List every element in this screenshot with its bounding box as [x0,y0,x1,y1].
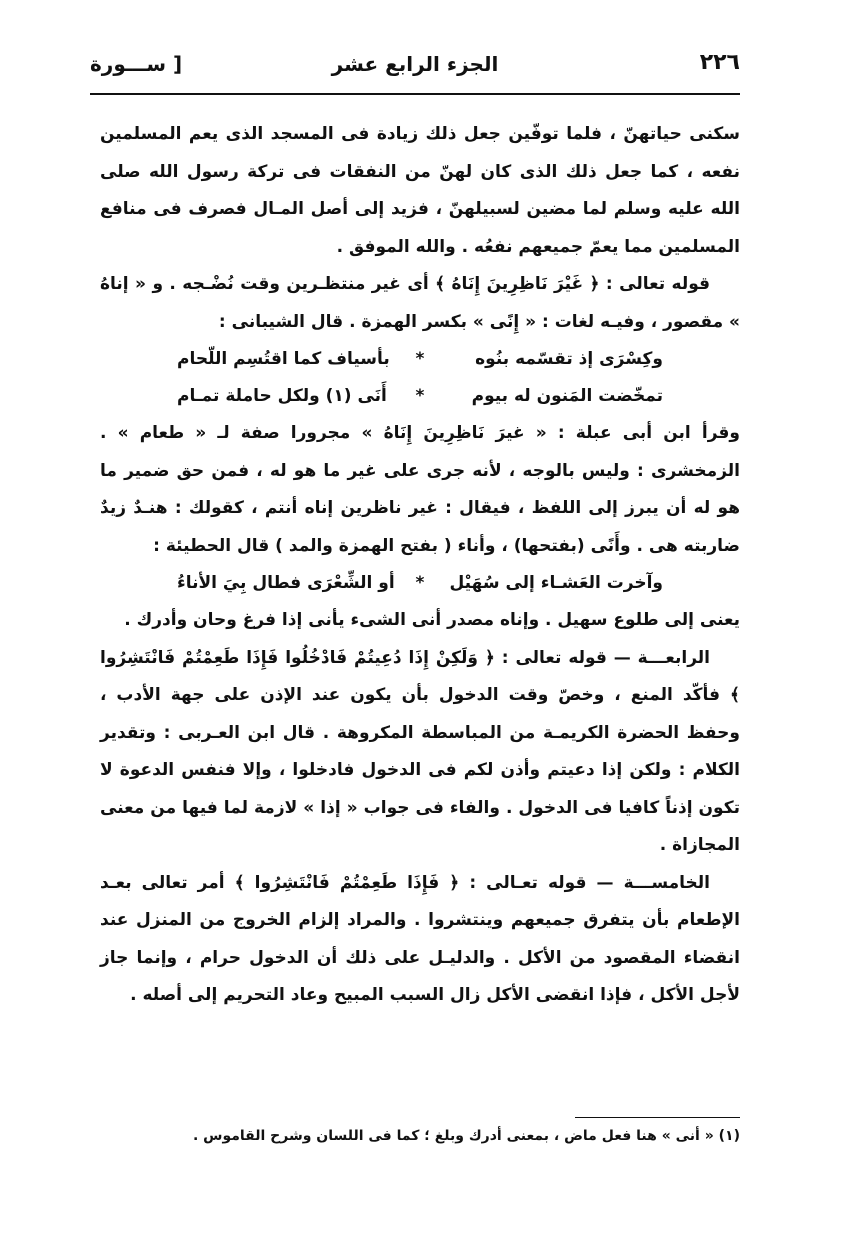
footnote-rule [575,1117,740,1118]
hemistich: وكِسْرَى إذ تقسّمه بنُوه [475,349,663,369]
hemistich: أو الشِّعْرَى فطال بِيَ الأناءُ [177,573,395,593]
hemistich: وآخرت العَشـاء إلى سُهَيْل [449,573,663,593]
paragraph: الخامســـة — قوله تعـالى : ﴿ فَإِذَا طَعِمْتُمْ فَانْتَشِرُوا ﴾ أمر تعالى بعـد الإطعام بأن يتفرق جميعهم وينتشروا . والمراد إلزام الخروج من المنزل عند انقضاء المقصود من الأكل . والدليـل على ذلك أن الدخول حرام ، وإنما جاز لأجل الأكل ، فإذا انقضى الأكل زال السبب المبيح وعاد التحريم إلى أصله . [100,872,740,1005]
hemistich: تمخّضت المَنون له بيوم [471,386,663,406]
poem-line [100,341,740,378]
surah-label: [ ســـورة [90,52,183,76]
page-header [90,50,740,88]
verse-separator: * [415,573,425,593]
hemistich: أَنَى (١) ولكل حاملة تمـام [177,386,387,406]
verse-separator: * [415,386,425,406]
paragraph: وقرأ ابن أبى عبلة : « غيرَ نَاظِرِينَ إِنَاهُ » مجرورا صفة لـ « طعام » . الزمخشرى : وليس بالوجه ، لأنه جرى على غير ما هو له ، فمن حق ضمير ما هو له أن يبرز إلى اللفظ ، فيقال : غير ناظرين إناه أنتم ، كقولك : هنـدٌ زيدٌ ضاربته هى . وأَنًى (بفتحها) ، وأناء ( بفتح الهمزة والمد ) قال الحطيئة : [100,423,740,556]
verse-separator: * [415,349,425,369]
poem-line [100,378,740,415]
running-title: الجزء الرابع عشر [331,52,499,76]
page-number: ٢٢٦ [699,50,740,75]
paragraph: يعنى إلى طلوع سهيل . وإناه مصدر أنى الشىء يأنى إذا فرغ وحان وأدرك . [124,610,740,630]
poem-line [100,565,740,602]
paragraph: الرابعـــة — قوله تعالى : ﴿ وَلَكِنْ إِذَا دُعِيتُمْ فَادْخُلُوا فَإِذَا طَعِمْتُمْ فَانْتَشِرُوا ﴾ فأكّد المنع ، وخصّ وقت الدخول بأن يكون عند الإذن على جهة الأدب ، وحفظ الحضرة الكريمـة من المباسطة المكروهة . قال ابن العـربى : وتقدير الكلام : ولكن إذا دعيتم وأذن لكم فى الدخول فادخلوا ، وإلا فنفس الدعوة لا تكون إذناً كافيا فى الدخول . والفاء فى جواب « إذا » لازمة لما فيها من معنى المجازاة . [100,647,740,855]
footnote: (١) « أنى » هنا فعل ماض ، بمعنى أدرك وبلغ ؛ كما فى اللسان وشرح القاموس . [192,1128,740,1144]
hemistich: بأسياف كما اقتُسِم اللّحام [177,349,390,369]
paragraph: سكنى حياتهنّ ، فلما توفّين جعل ذلك زيادة فى المسجد الذى يعم المسلمين نفعه ، كما جعل ذلك الذى كان لهنّ من النفقات فى تركة رسول الله صلى الله عليه وسلم لما مضين لسبيلهنّ ، فزيد إلى أصل المـال فصرف فى منافع المسلمين مما يعمّ جميعهم نفعُه . والله الموفق . [100,124,740,257]
header-rule [90,93,740,95]
page-body [100,116,740,1015]
paragraph: قوله تعالى : ﴿ غَيْرَ نَاظِرِينَ إِنَاهُ ﴾ أى غير منتظـرين وقت نُضْـجه . و « إناهُ » مقصور ، وفيـه لغات : « إِنًى » بكسر الهمزة . قال الشيبانى : [100,274,740,332]
